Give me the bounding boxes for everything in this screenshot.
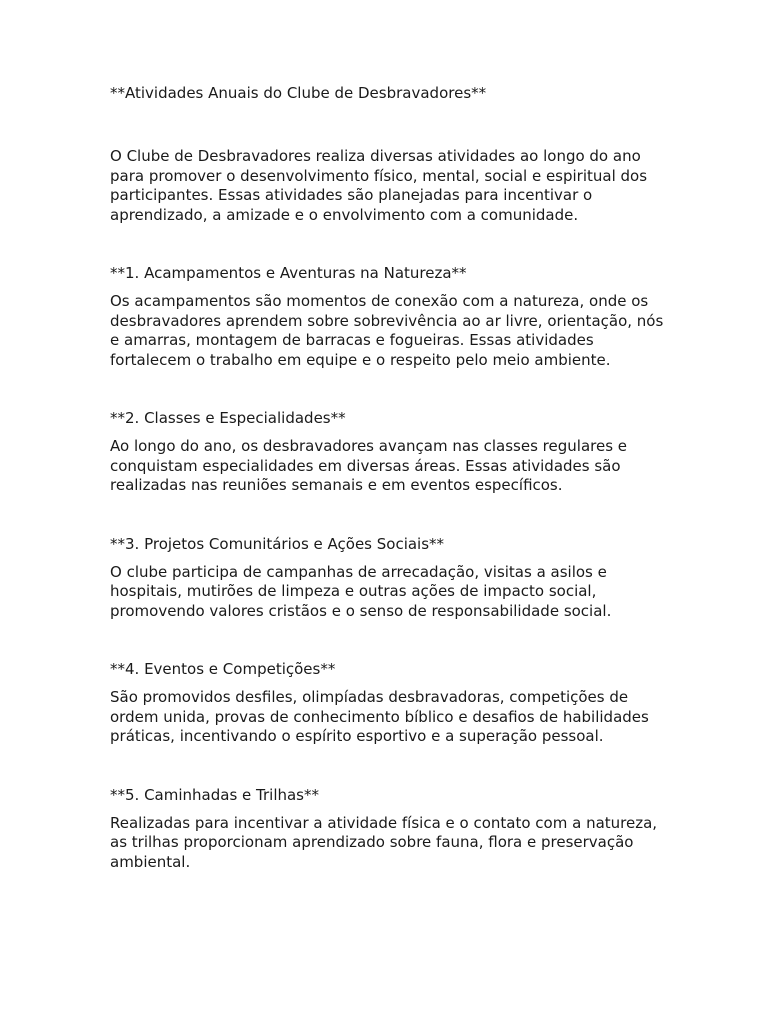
section-heading: **3. Projetos Comunitários e Ações Sociais** — [110, 534, 445, 553]
section-classes — [110, 408, 670, 496]
section-paragraph: Ao longo do ano, os desbravadores avançam nas classes regulares e conquistam especialidades em diversas áreas. Essas atividades são realizadas nas reuniões semanais e em eventos específicos. — [110, 437, 628, 494]
section-projetos — [110, 534, 670, 622]
section-caminhadas — [110, 785, 670, 873]
section-paragraph: Os acampamentos são momentos de conexão com a natureza, onde os desbravadores aprendem sobre sobrevivência ao ar livre, orientação, nós e amarras, montagem de barracas e fogueiras. Essas atividades fortalecem o trabalho em equipe e o respeito pelo meio ambiente. — [110, 292, 664, 369]
section-heading: **1. Acampamentos e Aventuras na Natureza** — [110, 264, 467, 282]
section-heading: **5. Caminhadas e Trilhas** — [110, 785, 319, 804]
section-acampamentos — [110, 263, 670, 370]
section-paragraph: Realizadas para incentivar a atividade física e o contato com a natureza, as trilhas proporcionam aprendizado sobre fauna, flora e preservação ambiental. — [110, 813, 658, 871]
document-title: **Atividades Anuais do Clube de Desbravadores** — [110, 84, 487, 102]
section-paragraph: O clube participa de campanhas de arrecadação, visitas a asilos e hospitais, mutirões de limpeza e outras ações de impacto social, promovendo valores cristãos e o senso de responsabilidade social. — [110, 562, 612, 620]
section-heading: **2. Classes e Especialidades** — [110, 409, 346, 427]
section-eventos — [110, 659, 670, 747]
section-paragraph: São promovidos desfiles, olimpíadas desbravadoras, competições de ordem unida, provas de conhecimento bíblico e desafios de habilidades práticas, incentivando o espírito esportivo e a superação pessoal. — [110, 688, 649, 745]
intro-paragraph: O Clube de Desbravadores realiza diversas atividades ao longo do ano para promover o desenvolvimento físico, mental, social e espiritual dos participantes. Essas atividades são planejadas para incentivar o aprendizado, a amizade e o envolvimento com a comunidade. — [110, 147, 648, 224]
section-heading: **4. Eventos e Competições** — [110, 660, 336, 678]
document-page — [110, 83, 670, 910]
